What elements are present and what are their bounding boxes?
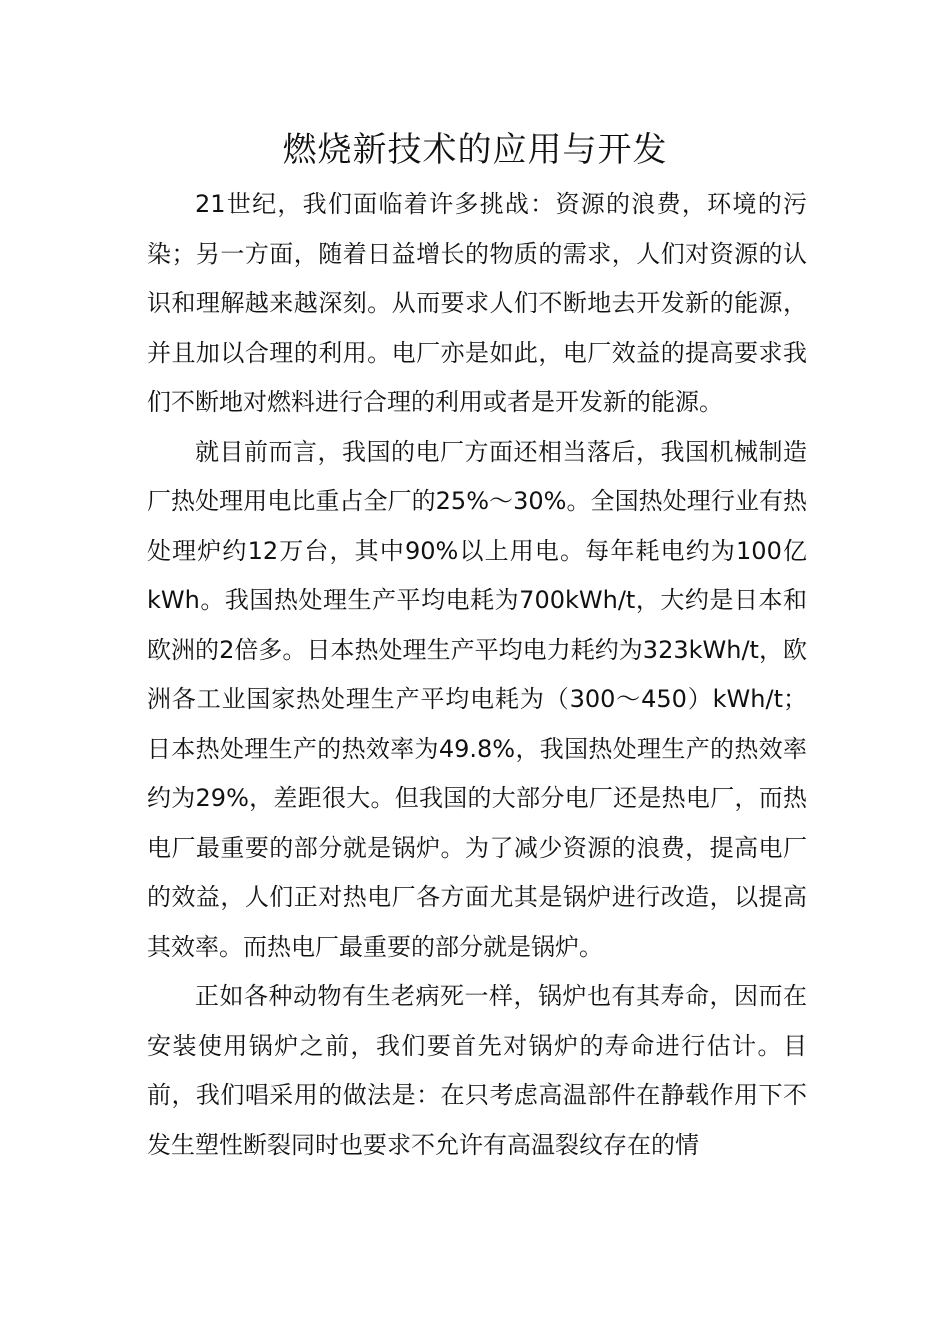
document-title: 燃烧新技术的应用与开发 (282, 130, 668, 170)
document-body (147, 180, 807, 1170)
paragraph-2: 就目前而言，我国的电厂方面还相当落后，我国机械制造厂热处理用电比重占全厂的25%～30%。全国热处理行业有热处理炉约12万台，其中90%以上用电。每年耗电约为100亿kWh。我国热处理生产平均电耗为700kWh/t，大约是日本和欧洲的2倍多。日本热处理生产平均电力耗约为323kWh/t，欧洲各工业国家热处理生产平均电耗为（300～450）kWh/t；日本热处理生产的热效率为49.8%，我国热处理生产的热效率约为29%，差距很大。但我国的大部分电厂还是热电厂，而热电厂最重要的部分就是锅炉。为了减少资源的浪费，提高电厂的效益，人们正对热电厂各方面尤其是锅炉进行改造，以提高其效率。而热电厂最重要的部分就是锅炉。 (147, 437, 807, 961)
paragraph-3: 正如各种动物有生老病死一样，锅炉也有其寿命，因而在安装使用锅炉之前，我们要首先对锅炉的寿命进行估计。目前，我们唱采用的做法是：在只考虑高温部件在静载作用下不发生塑性断裂同时也要求不允许有高温裂纹存在的情 (147, 982, 807, 1159)
paragraph-1: 21世纪，我们面临着许多挑战：资源的浪费，环境的污染；另一方面，随着日益增长的物质的需求，人们对资源的认识和理解越来越深刻。从而要求人们不断地去开发新的能源，并且加以合理的利用。电厂亦是如此，电厂效益的提高要求我们不断地对燃料进行合理的利用或者是开发新的能源。 (147, 190, 807, 416)
